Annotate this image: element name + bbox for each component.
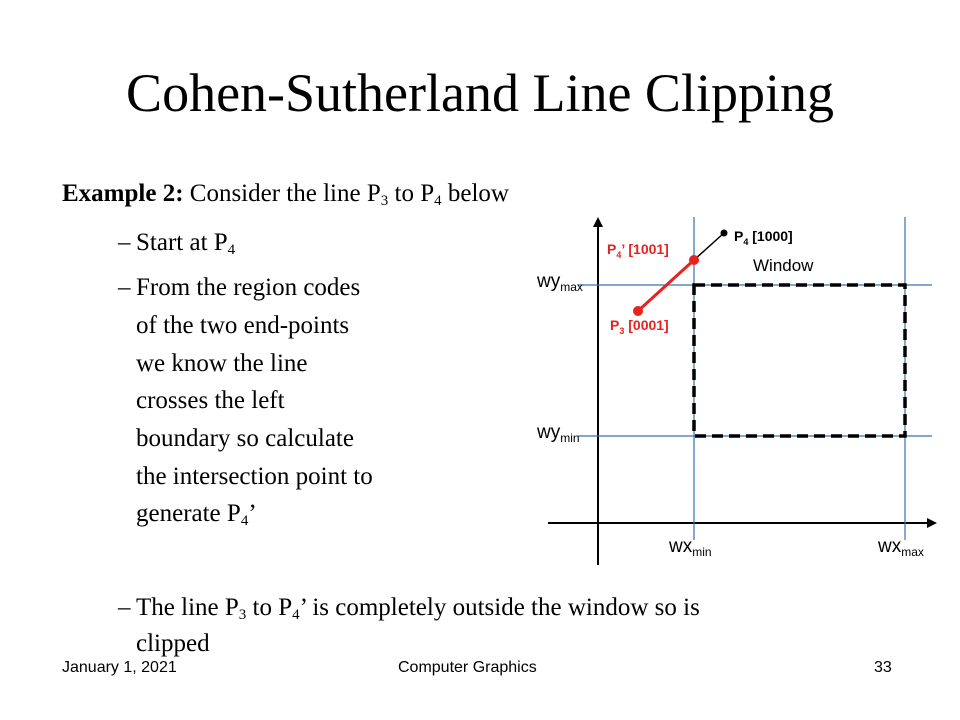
bullet-region-suffix: ’	[248, 500, 257, 527]
wx-max-text: wx	[878, 536, 902, 557]
p4p-label-sub: 4	[616, 250, 622, 260]
example-text-c: below	[441, 180, 509, 207]
wx-min-sub: min	[692, 545, 712, 559]
bullet-region-line-7-text: generate P	[136, 500, 241, 527]
p4-label-code: [1000]	[748, 228, 793, 244]
bullet-dash: –	[118, 594, 131, 621]
window-label: Window	[753, 256, 814, 275]
point-p4	[721, 230, 728, 237]
bullet-dash: –	[118, 229, 131, 256]
example-text-b: to P	[388, 180, 435, 207]
p3-label	[610, 317, 669, 336]
bullet-region-line-6: the intersection point to	[136, 463, 373, 490]
bullet-clipped-text-b: to P	[246, 594, 293, 621]
wy-min-sub: min	[560, 431, 580, 445]
p3-label-sub: 3	[619, 326, 625, 336]
footer-date: January 1, 2021	[62, 659, 177, 676]
bullet-clipped-text-a: The line P	[136, 594, 239, 621]
example-sub-3: 3	[380, 193, 389, 209]
p3-label-text: P	[610, 317, 620, 333]
wx-min-text: wx	[669, 536, 693, 557]
point-p4-prime	[689, 255, 699, 265]
bullet-clipped-sub-3: 3	[238, 607, 247, 623]
bullet-clipped-text-c: ’ is completely outside the window so is	[299, 594, 700, 621]
p4-prime-label	[607, 241, 669, 260]
point-p3	[633, 306, 643, 316]
bullet-clipped-line-2: clipped	[136, 630, 210, 657]
bullet-region-line-3: we know the line	[136, 350, 308, 377]
clip-window	[694, 285, 905, 436]
p4p-label-code: ’ [1001]	[621, 241, 669, 257]
example-text-a: Consider the line P	[183, 180, 381, 207]
footer-page-number: 33	[874, 659, 892, 676]
bullet-start-sub: 4	[227, 242, 236, 258]
p4-label-text: P	[734, 228, 744, 244]
bullet-region-line-5: boundary so calculate	[136, 425, 354, 452]
bullet-region-line-1: From the region codes	[136, 274, 361, 301]
wy-min-text: wy	[537, 422, 561, 443]
wx-max-label	[878, 536, 924, 559]
footer-course: Computer Graphics	[398, 659, 537, 676]
wx-max-sub: max	[901, 545, 924, 559]
example-lead: Example 2:	[62, 180, 184, 207]
p4p-label-text: P	[607, 241, 617, 257]
bullet-start-text: Start at P	[136, 229, 228, 256]
bullet-region-sub: 4	[240, 513, 249, 529]
wx-min-label	[669, 536, 712, 559]
wy-min-label	[537, 422, 580, 445]
p4-label-sub: 4	[743, 237, 749, 247]
slide-title: Cohen-Sutherland Line Clipping	[126, 63, 834, 123]
bullet-clipped-sub-4: 4	[292, 607, 300, 623]
example-sub-4: 4	[434, 193, 442, 209]
wy-max-label	[537, 271, 583, 294]
p4-label	[734, 228, 793, 247]
bullet-region-line-4: crosses the left	[136, 387, 285, 414]
wy-max-sub: max	[560, 280, 583, 294]
bullet-dash: –	[118, 274, 131, 301]
wy-max-text: wy	[537, 271, 561, 292]
line-p4p-to-p4	[694, 233, 724, 260]
bullet-region-line-2: of the two end-points	[136, 312, 350, 339]
p3-label-code: [0001]	[624, 317, 669, 333]
